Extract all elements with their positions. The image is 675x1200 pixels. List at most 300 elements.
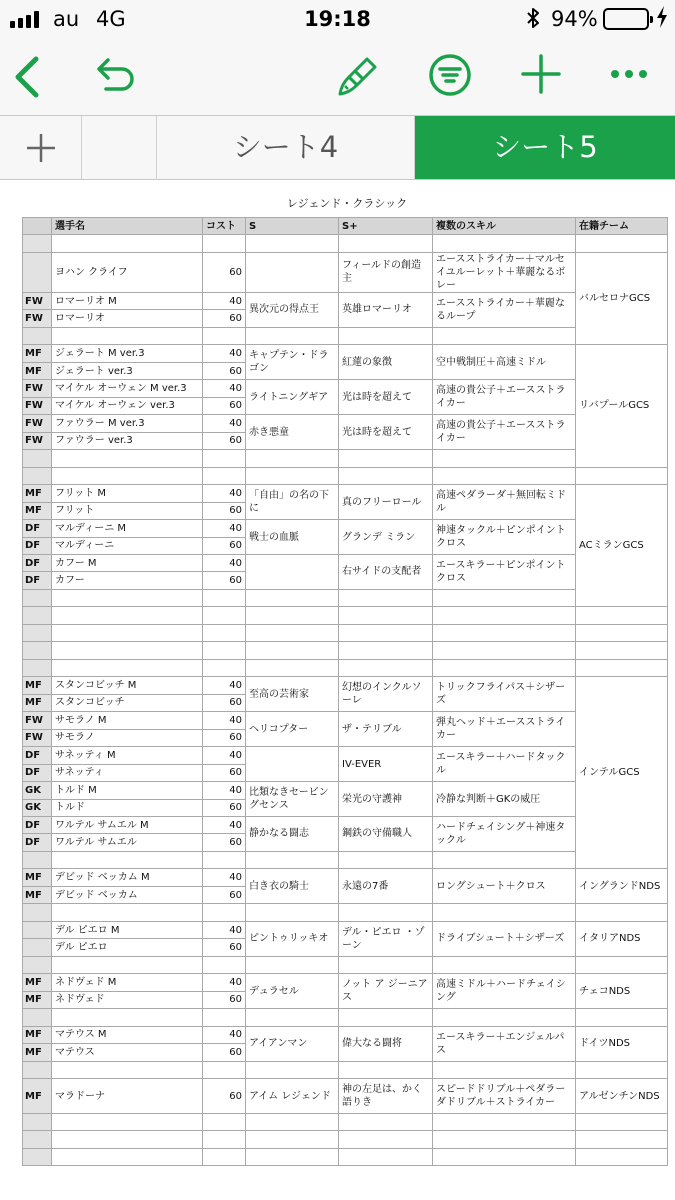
splus-skill-cell[interactable] [339,1113,433,1130]
splus-skill-cell[interactable] [339,851,433,868]
name-cell[interactable]: サネッティ [52,764,203,781]
cost-cell[interactable]: 60 [203,537,246,554]
splus-skill-cell[interactable] [339,624,433,641]
organize-filter-icon[interactable] [428,53,472,97]
cost-cell[interactable]: 60 [203,694,246,711]
splus-skill-cell[interactable]: グランデ ミラン [339,520,433,555]
multi-skill-cell[interactable]: 冷静な判断＋GKの威圧 [433,782,576,817]
name-cell[interactable]: マラドーナ [52,1079,203,1114]
cost-cell[interactable]: 40 [203,782,246,799]
cost-cell[interactable] [203,956,246,973]
s-skill-cell[interactable] [246,1148,339,1165]
splus-skill-cell[interactable] [339,642,433,659]
name-cell[interactable] [52,1148,203,1165]
multi-skill-cell[interactable]: ドライブシュート＋シザーズ [433,921,576,956]
multi-skill-cell[interactable] [433,851,576,868]
cost-cell[interactable] [203,467,246,484]
pos-cell[interactable] [23,252,52,292]
multi-skill-cell[interactable]: エースキラー＋エンジェルパス [433,1026,576,1061]
blank-row [23,1131,668,1148]
s-skill-cell[interactable] [246,1061,339,1078]
cost-cell[interactable] [203,642,246,659]
pos-cell[interactable] [23,1061,52,1078]
team-cell[interactable]: チェコNDS [576,974,668,1009]
multi-skill-cell[interactable] [433,450,576,467]
cost-cell[interactable]: 40 [203,415,246,432]
cost-cell[interactable] [203,1009,246,1026]
pos-cell[interactable] [23,1113,52,1130]
cost-cell[interactable]: 60 [203,502,246,519]
pos-cell[interactable]: MF [23,694,52,711]
pos-cell[interactable]: MF [23,974,52,991]
blank-row [23,450,668,467]
name-cell[interactable]: ロマーリオ [52,310,203,327]
splus-skill-cell[interactable]: 神の左足は、かく語りき [339,1079,433,1114]
name-cell[interactable] [52,624,203,641]
multi-skill-cell[interactable] [433,1113,576,1130]
splus-skill-cell[interactable] [339,589,433,606]
team-cell[interactable] [576,1113,668,1130]
splus-skill-cell[interactable]: 幻想のインクルソーレ [339,677,433,712]
name-cell[interactable] [52,327,203,344]
name-cell[interactable] [52,904,203,921]
name-cell[interactable] [52,1113,203,1130]
pos-cell[interactable]: DF [23,764,52,781]
pos-cell[interactable]: FW [23,432,52,449]
multi-skill-cell[interactable] [433,1148,576,1165]
pos-cell[interactable]: MF [23,1079,52,1114]
multi-skill-cell[interactable]: エースストライカー＋華麗なるループ [433,292,576,327]
name-cell[interactable] [52,467,203,484]
pos-cell[interactable] [23,1131,52,1148]
pos-cell[interactable]: MF [23,869,52,886]
cost-cell[interactable] [203,1061,246,1078]
s-skill-cell[interactable] [246,642,339,659]
cost-cell[interactable] [203,589,246,606]
format-brush-icon[interactable] [337,55,379,97]
cost-cell[interactable]: 60 [203,1044,246,1061]
pos-cell[interactable]: DF [23,817,52,834]
s-skill-cell[interactable]: 至高の芸術家 [246,677,339,712]
splus-skill-cell[interactable] [339,450,433,467]
pos-cell[interactable]: MF [23,991,52,1008]
multi-skill-cell[interactable] [433,589,576,606]
player-table [22,217,668,1166]
cost-cell[interactable]: 40 [203,345,246,362]
s-skill-cell[interactable]: 比類なきセービングセンス [246,782,339,817]
s-skill-cell[interactable] [246,904,339,921]
multi-skill-cell[interactable] [433,904,576,921]
pos-cell[interactable]: DF [23,520,52,537]
team-cell[interactable] [576,659,668,676]
pos-cell[interactable]: FW [23,292,52,309]
splus-skill-cell[interactable]: 鋼鉄の守備職人 [339,817,433,852]
splus-skill-cell[interactable]: 右サイドの支配者 [339,554,433,589]
cost-cell[interactable]: 40 [203,485,246,502]
cost-cell[interactable]: 40 [203,292,246,309]
multi-skill-cell[interactable]: 空中戦制圧＋高速ミドル [433,345,576,380]
name-cell[interactable]: フリット [52,502,203,519]
splus-skill-cell[interactable] [339,1148,433,1165]
splus-skill-cell[interactable] [339,607,433,624]
name-cell[interactable] [52,642,203,659]
multi-skill-cell[interactable]: 高速の貴公子＋エースストライカー [433,380,576,415]
add-icon[interactable] [521,54,561,94]
pos-cell[interactable] [23,904,52,921]
pos-cell[interactable]: MF [23,886,52,903]
name-cell[interactable]: スタンコビッチ [52,694,203,711]
s-skill-cell[interactable] [246,851,339,868]
s-skill-cell[interactable]: 戦士の血脈 [246,520,339,555]
cost-cell[interactable]: 60 [203,834,246,851]
name-cell[interactable] [52,851,203,868]
multi-skill-cell[interactable] [433,1131,576,1148]
pos-cell[interactable]: DF [23,537,52,554]
multi-skill-cell[interactable] [433,1061,576,1078]
cost-cell[interactable]: 60 [203,572,246,589]
table-row [23,292,668,309]
cost-cell[interactable]: 40 [203,869,246,886]
s-skill-cell[interactable]: キャプテン・ドラゴン [246,345,339,380]
team-cell[interactable] [576,1131,668,1148]
pos-cell[interactable] [23,851,52,868]
cost-cell[interactable]: 60 [203,397,246,414]
table-row [23,252,668,292]
s-skill-cell[interactable]: 白き衣の騎士 [246,869,339,904]
cost-cell[interactable]: 40 [203,817,246,834]
s-skill-cell[interactable] [246,956,339,973]
cost-cell[interactable]: 60 [203,729,246,746]
pos-cell[interactable]: MF [23,677,52,694]
name-cell[interactable]: ネドヴェド [52,991,203,1008]
name-cell[interactable]: マテウス M [52,1026,203,1043]
s-skill-cell[interactable] [246,554,339,589]
pos-cell[interactable] [23,921,52,938]
multi-skill-cell[interactable]: 高速ミドル＋ハードチェイシング [433,974,576,1009]
splus-skill-cell[interactable]: 光は時を超えて [339,380,433,415]
s-skill-cell[interactable] [246,252,339,292]
splus-skill-cell[interactable] [339,1131,433,1148]
splus-skill-cell[interactable] [339,659,433,676]
cost-cell[interactable] [203,1113,246,1130]
splus-skill-cell[interactable]: 真のフリーロール [339,485,433,520]
multi-skill-cell[interactable] [433,607,576,624]
splus-skill-cell[interactable] [339,467,433,484]
splus-skill-cell[interactable] [339,956,433,973]
splus-skill-cell[interactable]: ノット ア ジーニアス [339,974,433,1009]
s-skill-cell[interactable] [246,607,339,624]
multi-skill-cell[interactable] [433,659,576,676]
team-cell[interactable]: インテルGCS [576,677,668,869]
cost-cell[interactable] [203,450,246,467]
multi-skill-cell[interactable] [433,467,576,484]
cost-cell[interactable] [203,1131,246,1148]
s-skill-cell[interactable] [246,1009,339,1026]
team-cell[interactable] [576,642,668,659]
name-cell[interactable]: ジェラート M ver.3 [52,345,203,362]
s-skill-cell[interactable] [246,747,339,782]
pos-cell[interactable] [23,450,52,467]
name-cell[interactable]: サモラノ [52,729,203,746]
s-skill-cell[interactable] [246,659,339,676]
cost-cell[interactable]: 60 [203,252,246,292]
splus-skill-cell[interactable] [339,1061,433,1078]
multi-skill-cell[interactable]: ロングシュート＋クロス [433,869,576,904]
name-cell[interactable]: ワルテル サムエル [52,834,203,851]
name-cell[interactable]: マルディーニ M [52,520,203,537]
name-cell[interactable] [52,659,203,676]
s-skill-cell[interactable]: アイアンマン [246,1026,339,1061]
pos-cell[interactable]: DF [23,572,52,589]
team-cell[interactable] [576,235,668,252]
splus-skill-cell[interactable]: 偉大なる闘将 [339,1026,433,1061]
name-cell[interactable]: ロマーリオ M [52,292,203,309]
pos-cell[interactable] [23,235,52,252]
pos-cell[interactable]: GK [23,782,52,799]
name-cell[interactable]: トルド [52,799,203,816]
multi-skill-cell[interactable]: エースキラー＋ハードタックル [433,747,576,782]
name-cell[interactable]: ワルテル サムエル M [52,817,203,834]
name-cell[interactable]: デビッド ベッカム [52,886,203,903]
splus-skill-cell[interactable]: 栄光の守護神 [339,782,433,817]
battery-percentage: 94% [551,7,598,31]
cost-cell[interactable]: 60 [203,310,246,327]
blank-row [23,1009,668,1026]
multi-skill-cell[interactable]: 高速ペダラーダ＋無回転ミドル [433,485,576,520]
pos-cell[interactable]: DF [23,554,52,571]
undo-icon[interactable] [94,56,138,96]
cost-cell[interactable]: 40 [203,1026,246,1043]
multi-skill-cell[interactable] [433,956,576,973]
team-cell[interactable] [576,956,668,973]
pos-cell[interactable]: MF [23,1044,52,1061]
name-cell[interactable]: マルディーニ [52,537,203,554]
cost-cell[interactable]: 40 [203,974,246,991]
splus-skill-cell[interactable] [339,235,433,252]
s-skill-cell[interactable]: ライトニングギア [246,380,339,415]
name-cell[interactable]: トルド M [52,782,203,799]
cost-cell[interactable]: 60 [203,362,246,379]
pos-cell[interactable] [23,659,52,676]
blank-row [23,956,668,973]
name-cell[interactable]: フリット M [52,485,203,502]
pos-cell[interactable]: FW [23,712,52,729]
multi-skill-cell[interactable] [433,235,576,252]
name-cell[interactable]: デビッド ベッカム M [52,869,203,886]
s-skill-cell[interactable] [246,1131,339,1148]
pos-cell[interactable] [23,624,52,641]
blank-row [23,589,668,606]
cost-cell[interactable]: 60 [203,432,246,449]
cost-cell[interactable] [203,327,246,344]
s-skill-cell[interactable] [246,235,339,252]
pos-cell[interactable] [23,607,52,624]
pos-cell[interactable]: FW [23,380,52,397]
multi-skill-cell[interactable]: スピードドリブル＋ペダラーダドリブル＋ストライカー [433,1079,576,1114]
pos-cell[interactable] [23,1009,52,1026]
cost-cell[interactable] [203,904,246,921]
cost-cell[interactable] [203,659,246,676]
name-cell[interactable]: カフー [52,572,203,589]
s-skill-cell[interactable]: 静かなる闘志 [246,817,339,852]
table-row [23,380,668,397]
pos-cell[interactable]: GK [23,799,52,816]
cost-cell[interactable]: 60 [203,886,246,903]
cost-cell[interactable]: 60 [203,799,246,816]
name-cell[interactable] [52,1009,203,1026]
splus-skill-cell[interactable] [339,904,433,921]
pos-cell[interactable] [23,939,52,956]
cost-cell[interactable]: 60 [203,991,246,1008]
cost-cell[interactable] [203,1148,246,1165]
pos-cell[interactable]: MF [23,502,52,519]
s-skill-cell[interactable] [246,624,339,641]
name-cell[interactable] [52,1131,203,1148]
name-cell[interactable] [52,589,203,606]
cost-cell[interactable]: 40 [203,677,246,694]
team-cell[interactable] [576,1061,668,1078]
tab-sheet5[interactable]: シート5 [415,116,675,179]
team-cell[interactable]: ACミランGCS [576,485,668,607]
cost-cell[interactable] [203,624,246,641]
pos-cell[interactable] [23,327,52,344]
pos-cell[interactable]: FW [23,310,52,327]
name-cell[interactable]: サネッティ M [52,747,203,764]
team-cell[interactable]: イタリアNDS [576,921,668,956]
cost-cell[interactable]: 40 [203,520,246,537]
multi-skill-cell[interactable] [433,1009,576,1026]
name-cell[interactable]: ネドヴェド M [52,974,203,991]
name-cell[interactable] [52,1061,203,1078]
team-cell[interactable] [576,467,668,484]
name-cell[interactable] [52,450,203,467]
pos-cell[interactable]: FW [23,415,52,432]
pos-cell[interactable] [23,467,52,484]
team-cell[interactable] [576,1148,668,1165]
splus-skill-cell[interactable]: デル・ピエロ ・ゾーン [339,921,433,956]
s-skill-cell[interactable]: 「自由」の名の下に [246,485,339,520]
pos-cell[interactable] [23,589,52,606]
team-cell[interactable]: アルゼンチンNDS [576,1079,668,1114]
back-icon[interactable] [12,56,42,98]
name-cell[interactable]: マイケル オーウェン M ver.3 [52,380,203,397]
tab-sheet4[interactable]: シート4 [157,116,415,179]
s-skill-cell[interactable]: アイム レジェンド [246,1079,339,1114]
team-cell[interactable]: ドイツNDS [576,1026,668,1061]
team-cell[interactable] [576,624,668,641]
name-cell[interactable] [52,956,203,973]
cost-cell[interactable]: 40 [203,747,246,764]
pos-cell[interactable]: FW [23,729,52,746]
multi-skill-cell[interactable] [433,327,576,344]
pos-cell[interactable] [23,1148,52,1165]
splus-skill-cell[interactable]: 永遠の7番 [339,869,433,904]
header-s: S [246,218,339,235]
pos-cell[interactable]: MF [23,362,52,379]
cost-cell[interactable] [203,235,246,252]
multi-skill-cell[interactable] [433,624,576,641]
cost-cell[interactable]: 40 [203,554,246,571]
team-cell[interactable] [576,607,668,624]
name-cell[interactable]: マテウス [52,1044,203,1061]
pos-cell[interactable]: DF [23,834,52,851]
name-cell[interactable]: デル ピエロ [52,939,203,956]
pos-cell[interactable]: MF [23,1026,52,1043]
multi-skill-cell[interactable]: エースストライカー＋マルセイユルーレット＋華麗なるボレー [433,252,576,292]
s-skill-cell[interactable] [246,589,339,606]
multi-skill-cell[interactable]: 高速の貴公子＋エースストライカー [433,415,576,450]
multi-skill-cell[interactable]: トリックフライパス＋シザーズ [433,677,576,712]
name-cell[interactable]: ヨハン クライフ [52,252,203,292]
s-skill-cell[interactable] [246,450,339,467]
name-cell[interactable]: デル ピエロ M [52,921,203,938]
cost-cell[interactable]: 40 [203,712,246,729]
name-cell[interactable] [52,235,203,252]
splus-skill-cell[interactable]: 英雄ロマーリオ [339,292,433,327]
name-cell[interactable]: ファウラー M ver.3 [52,415,203,432]
team-cell[interactable]: リバプールGCS [576,345,668,467]
cost-cell[interactable]: 40 [203,380,246,397]
name-cell[interactable]: スタンコビッチ M [52,677,203,694]
name-cell[interactable]: ジェラート ver.3 [52,362,203,379]
multi-skill-cell[interactable]: エースキラー＋ピンポイントクロス [433,554,576,589]
multi-skill-cell[interactable]: 神速タックル＋ピンポイントクロス [433,520,576,555]
name-cell[interactable] [52,607,203,624]
s-skill-cell[interactable] [246,467,339,484]
splus-skill-cell[interactable]: IV-EVER [339,747,433,782]
splus-skill-cell[interactable]: フィールドの創造主 [339,252,433,292]
splus-skill-cell[interactable]: ザ・テリブル [339,712,433,747]
s-skill-cell[interactable]: 赤き悪童 [246,415,339,450]
s-skill-cell[interactable]: デュラセル [246,974,339,1009]
pos-cell[interactable]: MF [23,485,52,502]
cost-cell[interactable] [203,851,246,868]
splus-skill-cell[interactable]: 紅蓮の象徴 [339,345,433,380]
multi-skill-cell[interactable]: 弾丸ヘッド＋エースストライカー [433,712,576,747]
pos-cell[interactable] [23,642,52,659]
s-skill-cell[interactable]: ヘリコプター [246,712,339,747]
team-cell[interactable]: バルセロナGCS [576,252,668,344]
team-cell[interactable] [576,1009,668,1026]
name-cell[interactable]: ファウラー ver.3 [52,432,203,449]
name-cell[interactable]: カフー M [52,554,203,571]
splus-skill-cell[interactable] [339,327,433,344]
add-sheet-button[interactable] [0,116,82,179]
multi-skill-cell[interactable] [433,642,576,659]
cost-cell[interactable]: 60 [203,939,246,956]
cost-cell[interactable] [203,607,246,624]
team-cell[interactable]: イングランドNDS [576,869,668,904]
s-skill-cell[interactable] [246,327,339,344]
cost-cell[interactable]: 40 [203,921,246,938]
splus-skill-cell[interactable] [339,1009,433,1026]
pos-cell[interactable]: MF [23,345,52,362]
s-skill-cell[interactable]: ピントゥリッキオ [246,921,339,956]
pos-cell[interactable] [23,956,52,973]
splus-skill-cell[interactable]: 光は時を超えて [339,415,433,450]
cost-cell[interactable]: 60 [203,1079,246,1114]
s-skill-cell[interactable] [246,1113,339,1130]
name-cell[interactable]: マイケル オーウェン ver.3 [52,397,203,414]
multi-skill-cell[interactable]: ハードチェイシング＋神速タックル [433,817,576,852]
more-icon[interactable] [610,69,648,79]
pos-cell[interactable]: FW [23,397,52,414]
team-cell[interactable] [576,904,668,921]
pos-cell[interactable]: DF [23,747,52,764]
cost-cell[interactable]: 60 [203,764,246,781]
s-skill-cell[interactable]: 異次元の得点王 [246,292,339,327]
name-cell[interactable]: サモラノ M [52,712,203,729]
